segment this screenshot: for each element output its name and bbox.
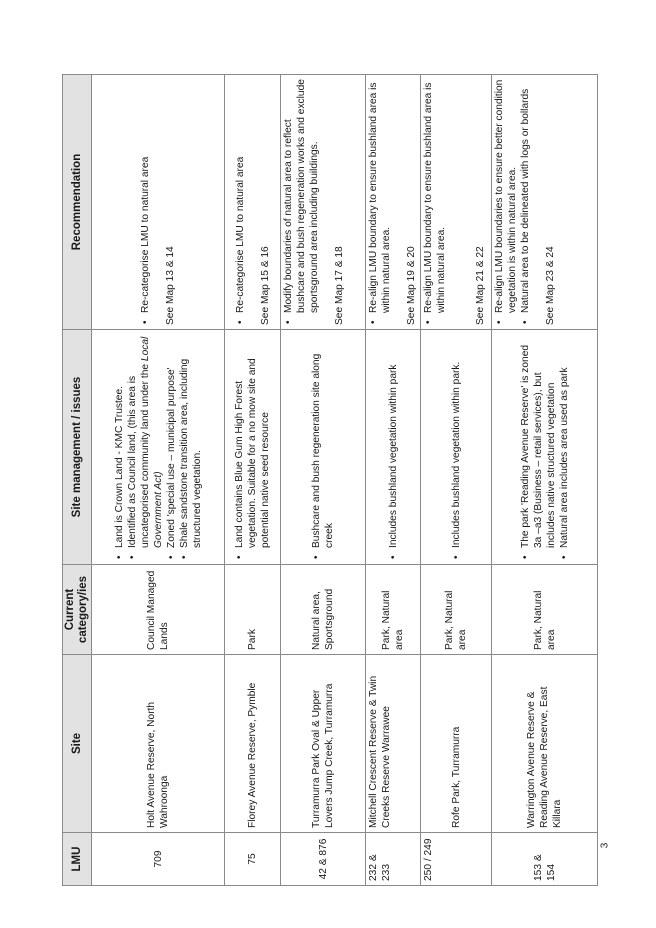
cell-site: Holt Avenue Reserve, North Wahroonga xyxy=(92,655,225,833)
cell-lmu: 42 & 876 xyxy=(281,833,366,886)
header-management: Site management / issues xyxy=(63,330,92,565)
cell-category: Natural area, Sportsground xyxy=(281,565,366,655)
see-map-reference: See Map 21 & 22 xyxy=(475,246,486,325)
issue-item xyxy=(126,334,165,548)
cell-category: Park, Natural area xyxy=(492,565,598,655)
cell-lmu: 250 / 249 xyxy=(421,833,492,886)
lmu-recommendation-table xyxy=(62,74,598,886)
header-site: Site xyxy=(63,655,92,833)
recommendation-item: • Modify boundaries of natural area to reflect bushcare and bush regeneration works and exclude sportsground area including buildings. xyxy=(282,79,321,313)
table-row xyxy=(421,75,492,886)
cell-site: Mitchell Crescent Reserve & Twin Creeks Reserve Warrawee xyxy=(366,655,421,833)
cell-recommendation xyxy=(92,75,225,330)
header-lmu: LMU xyxy=(63,833,92,886)
recommendation-item: • Re-align LMU boundary to ensure bushland area is within natural area. xyxy=(422,79,448,313)
cell-site: Warrington Avenue Reserve & Reading Avenue Reserve, East Killara xyxy=(492,655,598,833)
cell-issues xyxy=(421,330,492,565)
cell-recommendation xyxy=(492,75,598,330)
cell-issues xyxy=(492,330,598,565)
table-row xyxy=(225,75,281,886)
cell-lmu: 75 xyxy=(225,833,281,886)
cell-lmu: 232 & 233 xyxy=(366,833,421,886)
issue-italic-text: Local Government Act) xyxy=(139,336,164,548)
cell-site: Florey Avenue Reserve, Pymble xyxy=(225,655,281,833)
see-map-reference: See Map 13 & 14 xyxy=(165,246,176,325)
table-row xyxy=(366,75,421,886)
issue-item: • Zoned 'special use – municipal purpose' xyxy=(165,334,178,548)
cell-lmu: 709 xyxy=(92,833,225,886)
recommendation-item: • Re-align LMU boundary to ensure bushland area is within natural area. xyxy=(367,79,393,313)
recommendation-item: • Re-categorise LMU to natural area xyxy=(139,79,152,313)
issue-item: • The park 'Reading Avenue Reserve' is zoned 3a –a3 (Business – retail services), but includes native structured vegetation xyxy=(519,334,558,548)
cell-issues xyxy=(366,330,421,565)
recommendation-item: • Re-align LMU boundaries to ensure better condition vegetation is within natural area. xyxy=(493,79,519,313)
see-map-reference: See Map 23 & 24 xyxy=(545,246,556,325)
cell-category: Council Managed Lands xyxy=(92,565,225,655)
issue-item: • Land contains Blue Gum High Forest vegetation. Suitable for a no mow site and potential native seed resource xyxy=(233,334,272,548)
table-row xyxy=(281,75,366,886)
cell-recommendation xyxy=(366,75,421,330)
cell-recommendation xyxy=(225,75,281,330)
rotated-table-container xyxy=(62,75,595,886)
header-category: Current category/ies xyxy=(63,565,92,655)
cell-issues xyxy=(225,330,281,565)
table-row xyxy=(492,75,598,886)
see-map-reference: See Map 17 & 18 xyxy=(334,246,345,325)
page-number: 3 xyxy=(599,842,611,849)
header-row xyxy=(63,75,92,886)
issue-item: • Shale sandstone transition area, including structured vegetation. xyxy=(178,334,204,548)
cell-recommendation xyxy=(281,75,366,330)
cell-issues xyxy=(92,330,225,565)
cell-category: Park xyxy=(225,565,281,655)
issue-item: • Includes bushland vegetation within park xyxy=(387,334,400,548)
issue-item: • Includes bushland vegetation within park. xyxy=(450,334,463,548)
cell-category: Park, Natural area xyxy=(421,565,492,655)
cell-site: Rofe Park, Turramurra xyxy=(421,655,492,833)
cell-lmu: 153 & 154 xyxy=(492,833,598,886)
table-row xyxy=(92,75,225,886)
cell-site: Turramurra Park Oval & Upper Lovers Jump Creek, Turramurra xyxy=(281,655,366,833)
recommendation-item: • Natural area to be delineated with logs or bollards xyxy=(519,79,532,313)
cell-issues xyxy=(281,330,366,565)
issue-item: • Land is Crown Land - KMC Trustee. xyxy=(113,334,126,548)
cell-category: Park, Natural area xyxy=(366,565,421,655)
issue-item: • Natural area includes area used as park xyxy=(558,334,571,548)
issue-item: • Bushcare and bush regeneration site along creek xyxy=(310,334,336,548)
cell-recommendation xyxy=(421,75,492,330)
recommendation-item: • Re-categorise LMU to natural area xyxy=(234,79,247,313)
issue-text: Identified as Council land, (this area is uncategorised community land under the xyxy=(126,363,151,548)
header-recommendation: Recommendation xyxy=(63,75,92,330)
see-map-reference: See Map 19 & 20 xyxy=(406,246,417,325)
see-map-reference: See Map 15 & 16 xyxy=(259,246,271,325)
